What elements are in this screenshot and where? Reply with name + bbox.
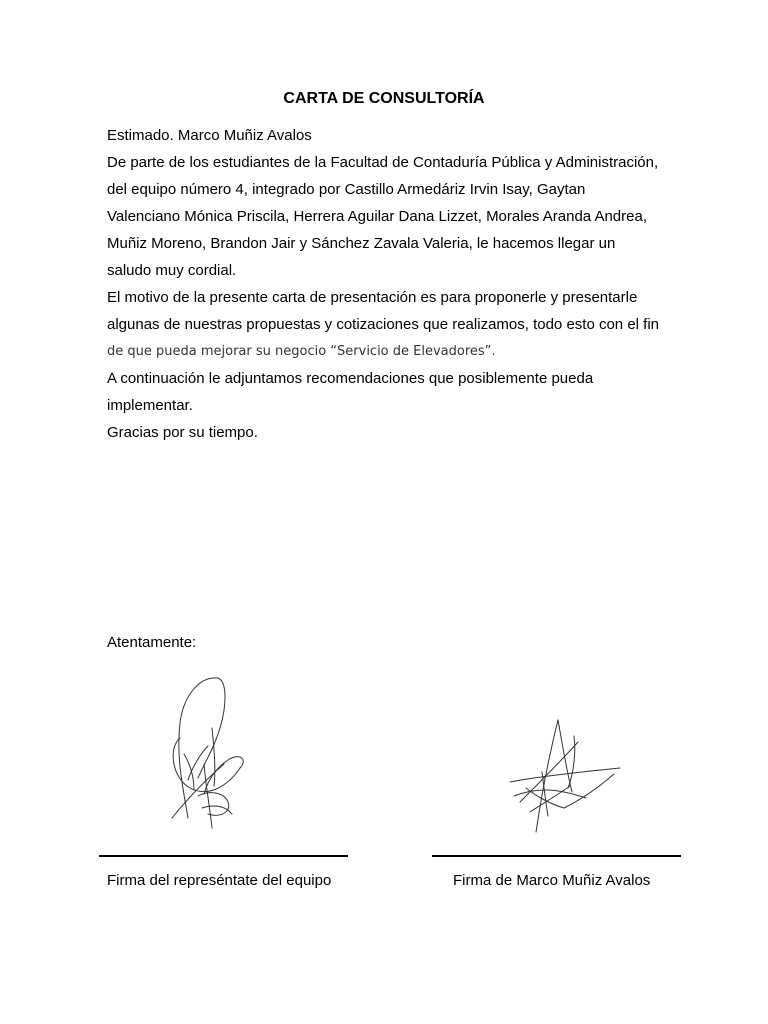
paragraph-line: A continuación le adjuntamos recomendaciones que posiblemente pueda: [107, 370, 594, 387]
paragraph-line: saludo muy cordial.: [107, 262, 237, 279]
closing: Atentamente:: [107, 634, 197, 651]
paragraph-line: El motivo de la presente carta de presentación es para proponerle y presentarle: [107, 289, 638, 306]
right-signature-caption: Firma de Marco Muñiz Avalos: [453, 872, 651, 889]
paragraph-line: De parte de los estudiantes de la Facultad de Contaduría Pública y Administración,: [107, 154, 659, 171]
letter-title: CARTA DE CONSULTORÍA: [283, 90, 485, 107]
paragraph-recommendations: [107, 365, 687, 419]
paragraph-line: algunas de nuestras propuestas y cotizaciones que realizamos, todo esto con el fin: [107, 316, 659, 333]
right-signature-line: [432, 855, 681, 857]
left-signature-caption: Firma del represéntate del equipo: [107, 872, 332, 889]
paragraph-line: de que pueda mejorar su negocio “Servicio de Elevadores”.: [107, 344, 496, 359]
paragraph-line: Muñiz Moreno, Brandon Jair y Sánchez Zavala Valeria, le hacemos llegar un: [107, 235, 616, 252]
paragraph-line: del equipo número 4, integrado por Castillo Armedáriz Irvin Isay, Gaytan: [107, 181, 586, 198]
paragraph-line: implementar.: [107, 397, 193, 414]
left-signature-line: [99, 855, 348, 857]
paragraph-intro: [107, 149, 687, 284]
letter-body: [107, 122, 687, 446]
thanks-line: Gracias por su tiempo.: [107, 424, 258, 441]
team-representative-signature: [128, 668, 288, 844]
salutation: Estimado. Marco Muñiz Avalos: [107, 127, 312, 144]
marco-muniz-signature: [490, 712, 630, 842]
paragraph-purpose: [107, 284, 687, 365]
paragraph-line: Valenciano Mónica Priscila, Herrera Aguilar Dana Lizzet, Morales Aranda Andrea,: [107, 208, 647, 225]
